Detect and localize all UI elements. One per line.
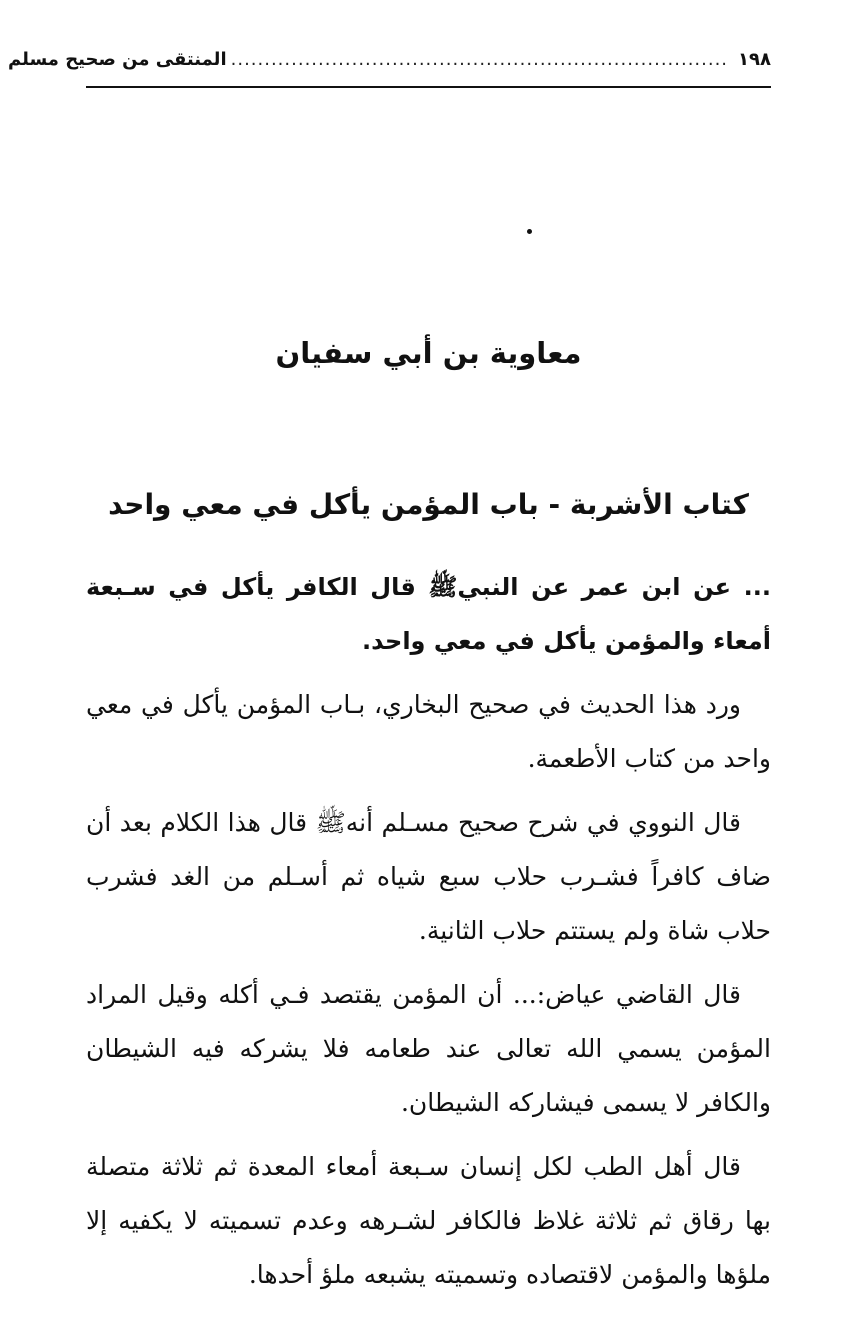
body-text	[86, 560, 771, 1312]
running-header	[8, 44, 771, 74]
hadith-paragraph: ... عن ابن عمر عن النبيﷺ قال الكافر يأكل في سـبعة أمعاء والمؤمن يأكل في معي واحد.	[86, 573, 771, 655]
stray-dot-mark	[527, 229, 532, 234]
header-rule	[86, 86, 771, 88]
section-title: معاوية بن أبي سفيان	[275, 336, 582, 370]
paragraph-nawawi: قال النووي في شرح صحيح مسـلم أنهﷺ قال هذا الكلام بعد أن ضاف كافراً فشـرب حلاب سبع شياه ثم أسـلم من الغد فشرب حلاب شاة ولم يستتم حلاب الثانية.	[86, 808, 771, 945]
paragraph-medicine: قال أهل الطب لكل إنسان سـبعة أمعاء المعدة ثم ثلاثة متصلة بها رقاق ثم ثلاثة غلاظ فالكافر لشـرهه وعدم تسميته لا يكفيه إلا ملؤها والمؤمن لاقتصاده وتسميته يشبعه ملؤ أحدها.	[86, 1152, 771, 1289]
paragraph-bukhari: ورد هذا الحديث في صحيح البخاري، بـاب المؤمن يأكل في معي واحد من كتاب الأطعمة.	[86, 690, 771, 773]
page-number: ١٩٨	[738, 48, 771, 70]
book-title: المنتقى من صحيح مسلم	[8, 48, 227, 70]
chapter-title: كتاب الأشربة - باب المؤمن يأكل في معي واحد	[108, 488, 749, 521]
header-leader-dots: ..........................................................................	[230, 48, 729, 70]
paragraph-iyad: قال القاضي عياض:... أن المؤمن يقتصد فـي أكله وقيل المراد المؤمن يسمي الله تعالى عند طعامه فلا يشركه فيه الشيطان والكافر لا يسمى فيشاركه الشيطان.	[86, 980, 771, 1117]
